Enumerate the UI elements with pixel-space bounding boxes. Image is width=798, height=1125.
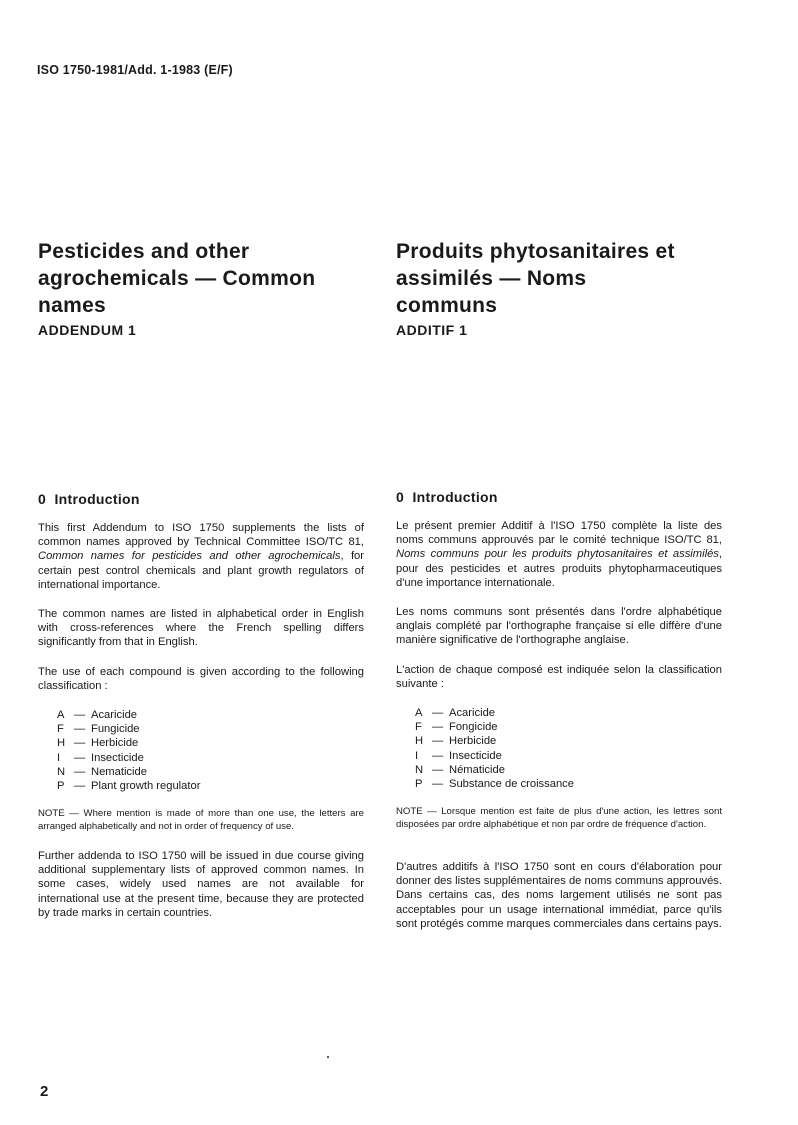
classification-label: Nématicide [449,763,505,776]
classification-code: N [415,763,424,776]
classification-code: H [57,737,66,750]
english-title-line: Pesticides and other [38,240,250,263]
classification-item [57,751,357,765]
french-para1-text-end: , pour des pesticides et autres produits phytopharmaceutiques d'une importance internationale. [396,548,722,589]
french-intro-paragraph-1 [396,519,722,590]
french-title-line: assimilés — Noms [396,267,587,290]
french-intro-paragraph-4: D'autres additifs à l'ISO 1750 sont en cours d'élaboration pour donner des listes supplémentaires de noms communs approuvés. Dans certains cas, des noms largement utilisés ne sont pas acceptables pour un usage international immédiat, parce qu'ils sont protégés comme marques commerciales dans certains pays. [396,861,722,930]
french-intro-paragraph-2: Les noms communs sont présentés dans l'ordre alphabétique anglais complété par l'orthographe française si elle diffère d'une manière significative de l'orthographe anglaise. [396,606,722,647]
classification-dash: — [74,737,86,750]
classification-item [415,706,715,720]
french-section-heading: 0 Introduction [396,489,498,505]
classification-dash: — [74,709,86,721]
french-intro-paragraph-3: L'action de chaque composé est indiquée selon la classification suivante : [396,664,722,691]
classification-label: Nematicide [91,765,147,778]
classification-code: F [415,721,422,734]
classification-label: Insecticide [91,751,144,764]
english-intro-paragraph-2: The common names are listed in alphabetical order in English with cross-references where the French spelling differs significantly from that in English. [38,608,364,649]
classification-label: Acaricide [449,707,496,719]
english-classification-list [57,708,357,793]
classification-item [415,777,715,791]
classification-code: F [57,723,64,736]
english-intro-paragraph-3: The use of each compound is given according to the following classification : [38,666,364,693]
classification-label: Herbicide [91,737,139,750]
classification-item [57,722,357,736]
classification-item [57,708,357,722]
classification-code: A [57,709,65,721]
classification-code: I [415,749,419,762]
classification-label: Herbicide [449,735,497,748]
classification-dash: — [74,751,86,764]
french-para1-text: Le présent premier Additif à l'ISO 1750 complète la liste des noms communs approuvés par le comité technique ISO/TC 81, [396,520,722,547]
classification-code: H [415,735,424,748]
classification-dash: — [74,723,86,736]
classification-code: I [57,751,61,764]
english-intro-paragraph-4: Further addenda to ISO 1750 will be issued in due course giving additional supplementary lists of approved common names. In some cases, widely used names are not available for international use at the present time, because they are protected by trade marks in certain countries. [38,850,364,919]
english-note: NOTE — Where mention is made of more than one use, the letters are arranged alphabetically and not in order of frequency of use. [38,808,364,833]
classification-label: Acaricide [91,709,138,721]
french-title-line: Produits phytosanitaires et [396,240,675,263]
french-para1-committee-title: Noms communs pour les produits phytosanitaires et assimilés [396,548,719,561]
classification-item [57,765,357,779]
classification-dash: — [432,721,444,734]
english-section-heading: 0 Introduction [38,491,140,507]
english-title-line: names [38,294,107,317]
classification-item [57,779,357,793]
classification-label: Fungicide [91,723,140,736]
classification-code: P [57,780,65,793]
classification-item [415,720,715,734]
classification-dash: — [432,749,444,762]
french-classification-list [415,706,715,791]
classification-code: A [415,707,423,719]
classification-item [415,763,715,777]
classification-item [415,749,715,763]
classification-dash: — [74,780,86,793]
classification-dash: — [432,778,444,791]
french-note: NOTE — Lorsque mention est faite de plus d'une action, les lettres sont disposées par ordre alphabétique et non par ordre de fréquence d'action. [396,806,722,831]
classification-label: Plant growth regulator [91,780,201,793]
classification-label: Substance de croissance [449,778,575,791]
classification-dash: — [74,765,86,778]
english-para1-text-end: , for certain pest control chemicals and plant growth regulators of international importance. [38,550,364,591]
english-subtitle: ADDENDUM 1 [38,322,137,338]
classification-item [415,734,715,748]
english-para1-committee-title: Common names for pesticides and other agrochemicals [38,550,341,563]
classification-label: Fongicide [449,721,498,734]
french-subtitle: ADDITIF 1 [396,322,468,338]
english-title-line: agrochemicals — Common [38,267,316,290]
classification-dash: — [432,763,444,776]
document-reference: ISO 1750-1981/Add. 1-1983 (E/F) [37,63,233,77]
english-intro-paragraph-1 [38,521,364,592]
classification-label: Insecticide [449,749,502,762]
page-number: 2 [40,1083,49,1100]
classification-item [57,736,357,750]
classification-code: P [415,778,423,791]
classification-dash: — [432,707,444,719]
classification-dash: — [432,735,444,748]
english-title [38,238,368,319]
print-speck [327,1056,329,1058]
french-title [396,238,736,319]
classification-code: N [57,765,66,778]
french-title-line: communs [396,294,498,317]
english-para1-text: This first Addendum to ISO 1750 supplements the lists of common names approved by Technical Committee ISO/TC 81, [38,522,364,549]
